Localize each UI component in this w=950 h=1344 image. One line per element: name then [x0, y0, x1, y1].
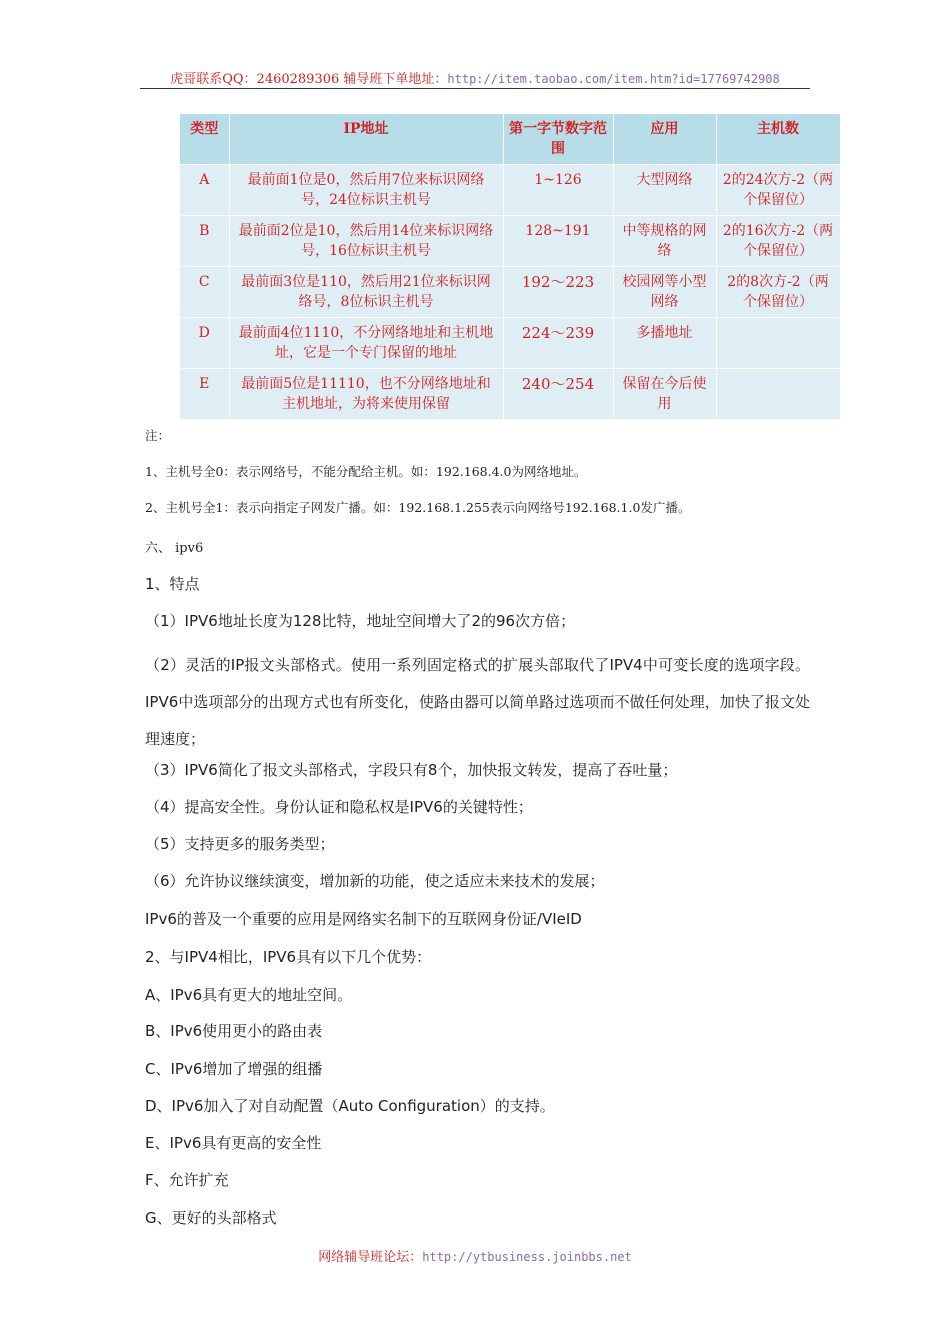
- footer-link[interactable]: http://ytbusiness.joinbbs.net: [422, 1250, 632, 1264]
- cell-range: 240～254: [503, 369, 613, 420]
- note-title: 注：: [145, 428, 171, 443]
- cell-app: 保留在今后使用: [613, 369, 716, 420]
- advantage-g: G、更好的头部格式: [145, 1209, 277, 1227]
- cell-addr: 最前面4位1110，不分网络地址和主机地址，它是一个专门保留的地址: [229, 318, 503, 369]
- page-header: [140, 68, 810, 87]
- cell-addr: 最前面1位是0，然后用7位来标识网络号，24位标识主机号: [229, 165, 503, 216]
- feature-4: （4）提高安全性。身份认证和隐私权是IPV6的关键特性；: [145, 798, 533, 816]
- feature-1: （1）IPV6地址长度为128比特，地址空间增大了2的96次方倍；: [145, 612, 576, 630]
- advantage-f: F、允许扩充: [145, 1171, 229, 1189]
- col-header-range: 第一字节数字范围: [503, 114, 613, 165]
- table-header-row: [180, 114, 840, 165]
- note-2: 2、主机号全1：表示向指定子网发广播。如：192.168.1.255表示向网络号192.168.1.0发广播。: [145, 500, 691, 515]
- table-row: [180, 216, 840, 267]
- feature-5: （5）支持更多的服务类型；: [145, 835, 335, 853]
- cell-range: 128~191: [503, 216, 613, 267]
- cell-type: C: [180, 267, 229, 318]
- cell-range: 224～239: [503, 318, 613, 369]
- feature-2: （2）灵活的IP报文头部格式。使用一系列固定格式的扩展头部取代了IPV4中可变长度的选项字段。IPV6中选项部分的出现方式也有所变化，使路由器可以简单路过选项而不做任何处理，加快了报文处理速度；: [145, 656, 810, 748]
- note-1: 1、主机号全0：表示网络号，不能分配给主机。如：192.168.4.0为网络地址。: [145, 464, 587, 479]
- subsection-features: 1、特点: [145, 575, 200, 593]
- cell-range: 192～223: [503, 267, 613, 318]
- cell-app: 中等规格的网络: [613, 216, 716, 267]
- cell-addr: 最前面3位是110，然后用21位来标识网络号，8位标识主机号: [229, 267, 503, 318]
- cell-app: 校园网等小型网络: [613, 267, 716, 318]
- col-header-hosts: 主机数: [716, 114, 840, 165]
- cell-hosts: [716, 318, 840, 369]
- header-divider: [140, 88, 810, 89]
- cell-range: 1~126: [503, 165, 613, 216]
- advantage-a: A、IPv6具有更大的地址空间。: [145, 986, 353, 1004]
- cell-type: D: [180, 318, 229, 369]
- table-row: [180, 267, 840, 318]
- advantage-c: C、IPv6增加了增强的组播: [145, 1060, 323, 1078]
- cell-type: E: [180, 369, 229, 420]
- advantage-b: B、IPv6使用更小的路由表: [145, 1022, 323, 1040]
- cell-app: 大型网络: [613, 165, 716, 216]
- feature-note: IPv6的普及一个重要的应用是网络实名制下的互联网身份证/VIeID: [145, 910, 582, 928]
- table-row: [180, 318, 840, 369]
- section-title: 六、 ipv6: [145, 541, 204, 556]
- cell-addr: 最前面2位是10，然后用14位来标识网络号，16位标识主机号: [229, 216, 503, 267]
- cell-addr: 最前面5位是11110，也不分网络地址和主机地址，为将来使用保留: [229, 369, 503, 420]
- cell-type: A: [180, 165, 229, 216]
- cell-hosts: 2的24次方-2（两个保留位）: [716, 165, 840, 216]
- advantage-e: E、IPv6具有更高的安全性: [145, 1134, 322, 1152]
- cell-hosts: [716, 369, 840, 420]
- subsection-advantages: 2、与IPV4相比，IPV6具有以下几个优势：: [145, 948, 432, 966]
- cell-hosts: 2的8次方-2（两个保留位）: [716, 267, 840, 318]
- table-row: [180, 369, 840, 420]
- footer-label: 网络辅导班论坛：: [318, 1250, 423, 1265]
- page-footer: [140, 1246, 810, 1265]
- feature-6: （6）允许协议继续演变，增加新的功能，使之适应未来技术的发展；: [145, 872, 605, 890]
- header-contact: 虎哥联系QQ：2460289306 辅导班下单地址：: [170, 72, 448, 87]
- col-header-addr: IP地址: [229, 114, 503, 165]
- advantage-d: D、IPv6加入了对自动配置（Auto Configuration）的支持。: [145, 1097, 555, 1115]
- cell-app: 多播地址: [613, 318, 716, 369]
- feature-3: （3）IPV6简化了报文头部格式，字段只有8个，加快报文转发，提高了吞吐量；: [145, 761, 678, 779]
- table-row: [180, 165, 840, 216]
- cell-type: B: [180, 216, 229, 267]
- col-header-type: 类型: [180, 114, 229, 165]
- ip-class-table: [180, 114, 841, 419]
- cell-hosts: 2的16次方-2（两个保留位）: [716, 216, 840, 267]
- header-link[interactable]: http://item.taobao.com/item.htm?id=17769742908: [447, 72, 780, 86]
- col-header-app: 应用: [613, 114, 716, 165]
